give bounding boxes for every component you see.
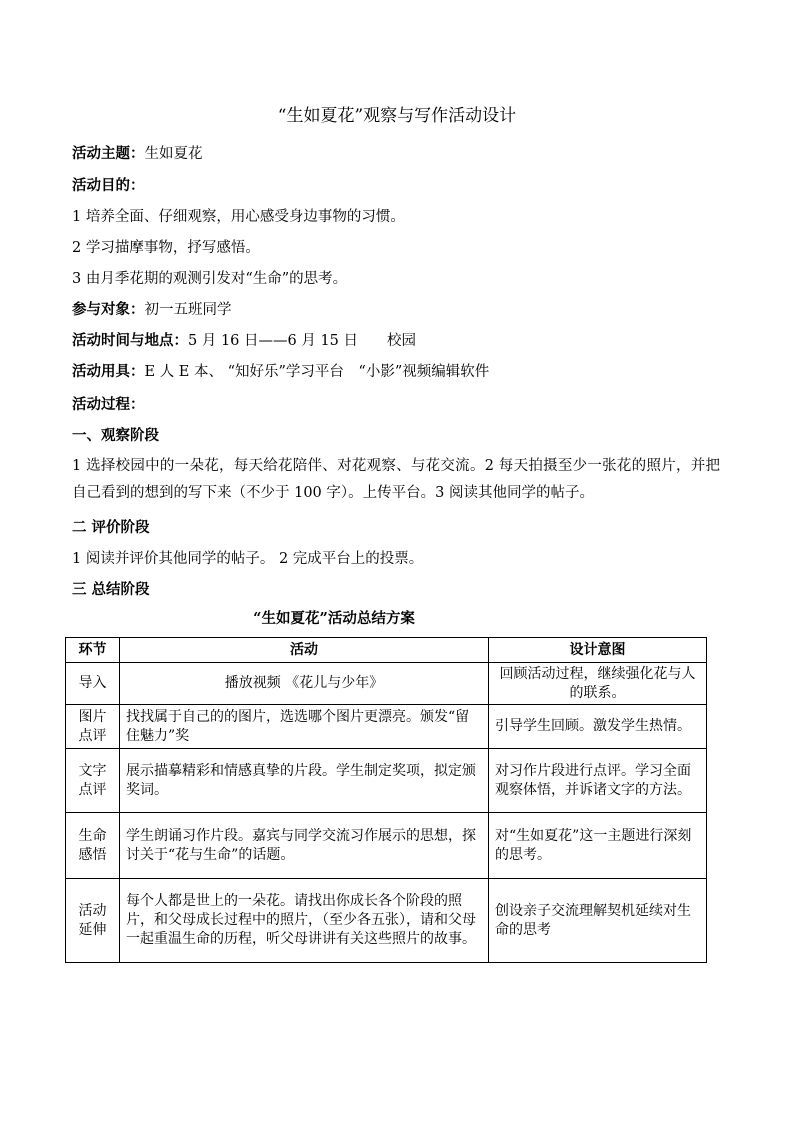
table-caption: “生如夏花”活动总结方案 <box>253 610 415 627</box>
header-activity: 活动 <box>120 638 489 663</box>
table-row <box>66 813 707 879</box>
intent-cell: 创设亲子交流理解契机延续对生命的思考 <box>489 879 707 963</box>
theme-line <box>72 144 203 164</box>
stage-cell: 活动延伸 <box>66 879 120 963</box>
time-place-line <box>72 331 416 351</box>
table-header-row <box>66 638 707 663</box>
stage2-paragraph: 1 阅读并评价其他同学的帖子。 2 完成平台上的投票。 <box>72 551 424 567</box>
table-row <box>66 879 707 963</box>
process-heading: 活动过程： <box>72 397 145 413</box>
purpose-item: 1 培养全面、仔细观察，用心感受身边事物的习惯。 <box>72 209 405 225</box>
stage-cell: 图片点评 <box>66 705 120 749</box>
stage3-heading: 三 总结阶段 <box>72 582 150 598</box>
purpose-item: 3 由月季花期的观测引发对“生命”的思考。 <box>72 271 348 287</box>
time-place-value: 5 月 16 日——6 月 15 日 校园 <box>188 333 417 349</box>
header-intent: 设计意图 <box>489 638 707 663</box>
header-stage: 环节 <box>66 638 120 663</box>
participants-line <box>72 300 232 320</box>
intent-cell: 回顾活动过程，继续强化花与人的联系。 <box>489 663 707 705</box>
intent-cell: 引导学生回顾。激发学生热情。 <box>489 705 707 749</box>
document-title: “生如夏花”观察与写作活动设计 <box>277 106 517 126</box>
activity-cell: 每个人都是世上的一朵花。请找出你成长各个阶段的照片，和父母成长过程中的照片，（至少各五张），请和父母一起重温生命的历程，听父母讲讲有关这些照片的故事。 <box>120 879 489 963</box>
tools-value: E 人 E 本、 “知好乐”学习平台 “小影”视频编辑软件 <box>144 364 490 380</box>
stage1-heading: 一、观察阶段 <box>72 428 159 444</box>
intent-cell: 对“生如夏花”这一主题进行深刻的思考。 <box>489 813 707 879</box>
tools-label: 活动用具： <box>72 364 145 380</box>
activity-cell: 播放视频 《花儿与少年》 <box>120 663 489 705</box>
stage-cell: 文字点评 <box>66 749 120 813</box>
table-row <box>66 749 707 813</box>
time-place-label: 活动时间与地点： <box>72 333 188 349</box>
summary-table <box>65 637 707 963</box>
participants-value: 初一五班同学 <box>144 302 232 318</box>
stage-cell: 导入 <box>66 663 120 705</box>
table-row <box>66 663 707 705</box>
stage2-heading: 二 评价阶段 <box>72 520 150 536</box>
theme-label: 活动主题： <box>72 146 145 162</box>
tools-line <box>72 362 489 382</box>
stage1-paragraph: 1 选择校园中的一朵花，每天给花陪伴、对花观察、与花交流。2 每天拍摄至少一张花的照片，并把自己看到的想到的写下来（不少于 100 字）。上传平台。3 阅读其他同学的帖子。 <box>72 458 720 501</box>
table-row <box>66 705 707 749</box>
stage-cell: 生命感悟 <box>66 813 120 879</box>
activity-cell: 展示描摹精彩和情感真挚的片段。学生制定奖项，拟定颁奖词。 <box>120 749 489 813</box>
purpose-item: 2 学习描摩事物，抒写感悟。 <box>72 240 260 256</box>
theme-value: 生如夏花 <box>144 146 203 162</box>
participants-label: 参与对象： <box>72 302 145 318</box>
activity-cell: 学生朗诵习作片段。嘉宾与同学交流习作展示的思想，探讨关于“花与生命”的话题。 <box>120 813 489 879</box>
activity-cell: 找找属于自己的的图片，选选哪个图片更漂亮。颁发“留住魅力”奖 <box>120 705 489 749</box>
purpose-heading: 活动目的： <box>72 178 145 194</box>
intent-cell: 对习作片段进行点评。学习全面观察体悟，并诉诸文字的方法。 <box>489 749 707 813</box>
